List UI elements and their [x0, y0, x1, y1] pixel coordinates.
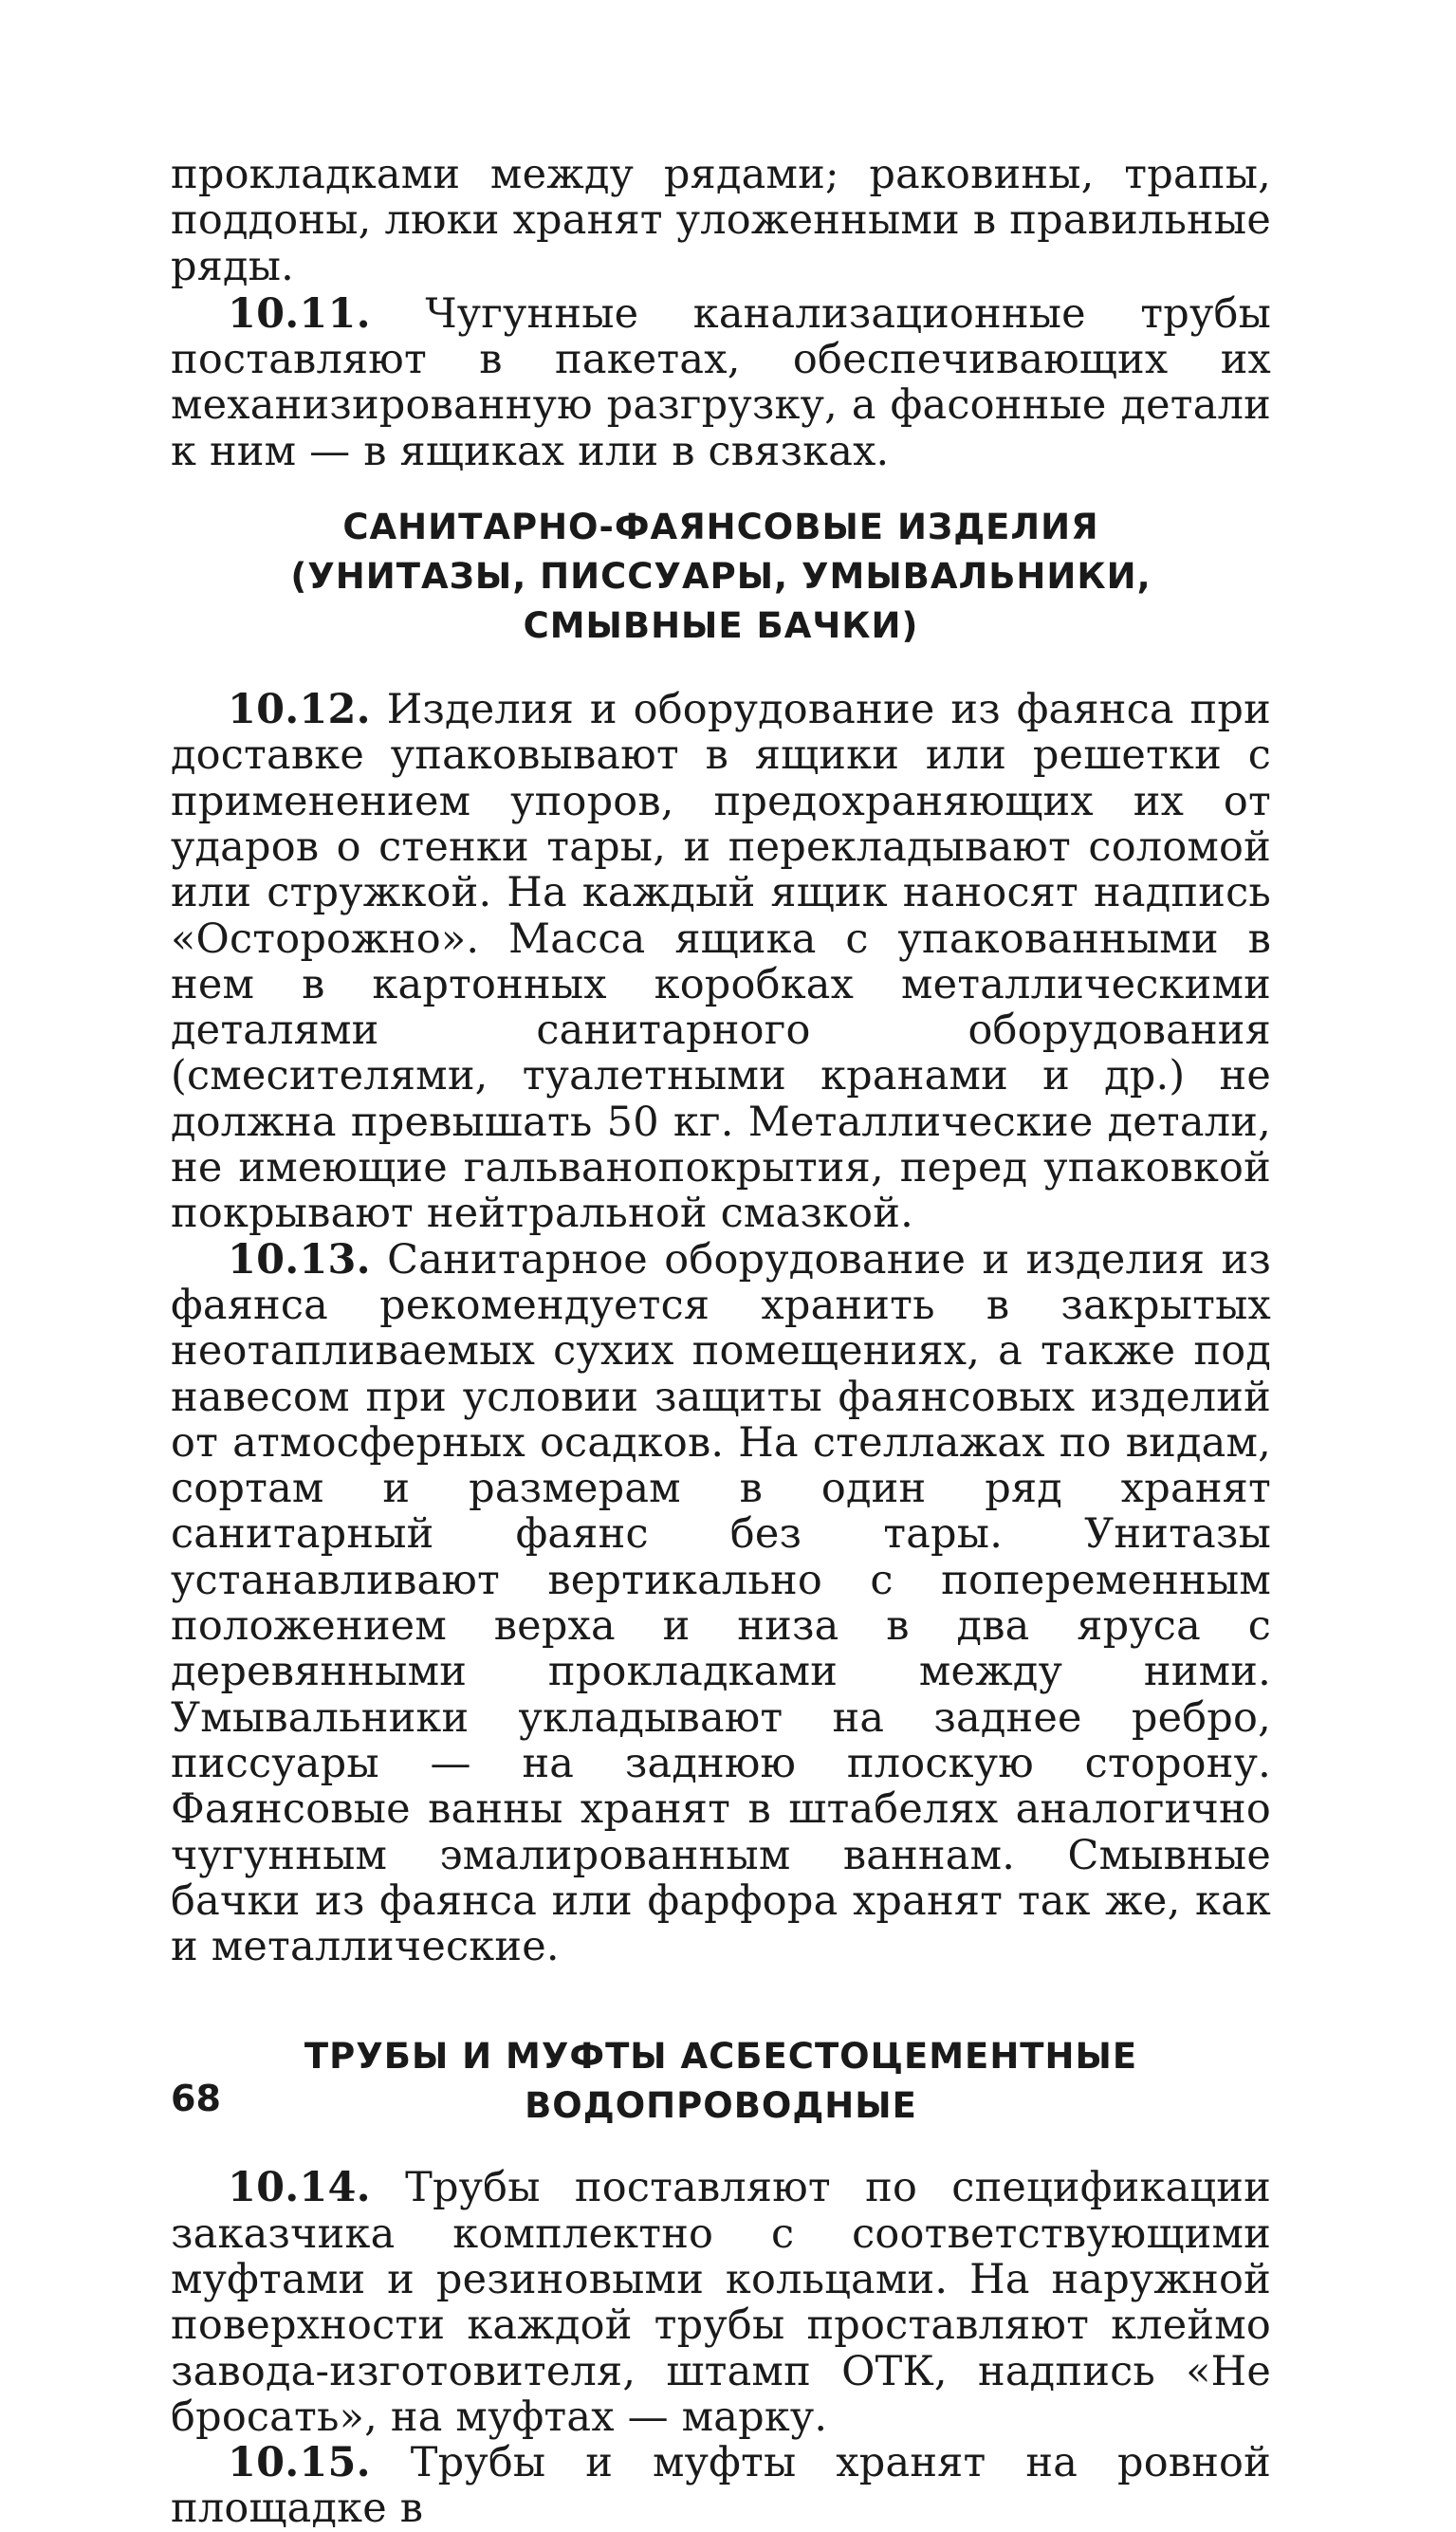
- paragraph-text: Трубы и муфты хранят на ровной площадке в: [171, 2439, 1272, 2532]
- section-heading-asbestos-pipes: [171, 2032, 1271, 2131]
- paragraph-10-14: [171, 2165, 1271, 2440]
- paragraph-text: Чугунные канализационные трубы поставляют в пакетах, обеспечивающих их механизированную разгрузку, а фасонные детали к ним — в ящиках или в связках.: [171, 289, 1272, 475]
- paragraph-number: 10.13.: [228, 1235, 371, 1284]
- page-number: 68: [171, 2078, 221, 2119]
- heading-line: СМЫВНЫЕ БАЧКИ): [523, 605, 919, 647]
- paragraph-10-13: [171, 1237, 1271, 1970]
- heading-line: САНИТАРНО-ФАЯНСОВЫЕ ИЗДЕЛИЯ: [342, 507, 1099, 548]
- paragraph-text: Изделия и оборудование из фаянса при доставке упаковывают в ящики или решетки с применением упоров, предохраняющих их от ударов о стенки тары, и перекладывают соломой или стружкой. На каждый ящик наносят надпись «Осторожно». Масса ящика с упакованными в нем в картонных коробках металлическими деталями санитарного оборудования (смесителями, туалетными кранами и др.) не должна превышать 50 кг. Металлические детали, не имеющие гальванопокрытия, перед упаковкой покрывают нейтральной смазкой.: [171, 686, 1271, 1238]
- page-body: [171, 152, 1271, 2532]
- heading-line: ТРУБЫ И МУФТЫ АСБЕСТОЦЕМЕНТНЫЕ: [304, 2036, 1138, 2078]
- paragraph-10-15: [171, 2440, 1271, 2532]
- paragraph-text: Санитарное оборудование и изделия из фаянса рекомендуется хранить в закрытых неотапливаемых сухих помещениях, а также под навесом при условии защиты фаянсовых изделий от атмосферных осадков. На стеллажах по видам, сортам и размерам в один ряд хранят санитарный фаянс без тары. Унитазы устанавливают вертикально с попеременным положением верха и низа в два яруса с деревянными прокладками между ними. Умывальники укладывают на заднее ребро, писсуары — на заднюю плоскую сторону. Фаянсовые ванны хранят в штабелях аналогично чугунным эмалированным ваннам. Смывные бачки из фаянса или фарфора хранят так же, как и металлические.: [171, 1235, 1271, 1971]
- paragraph-10-12: [171, 687, 1271, 1237]
- paragraph-number: 10.15.: [228, 2439, 371, 2487]
- paragraph-number: 10.14.: [228, 2164, 371, 2212]
- section-heading-sanitary-ware: [171, 503, 1271, 651]
- paragraph-number: 10.12.: [228, 686, 371, 734]
- paragraph-10-11: [171, 291, 1271, 474]
- heading-line: (УНИТАЗЫ, ПИССУАРЫ, УМЫВАЛЬНИКИ,: [290, 556, 1152, 598]
- paragraph-continuation: прокладками между рядами; раковины, трапы, поддоны, люки хранят уложенными в правильные ряды.: [171, 151, 1271, 290]
- paragraph-number: 10.11.: [228, 289, 371, 338]
- paragraph-text: Трубы поставляют по спецификации заказчика комплектно с соответствующими муфтами и резиновыми кольцами. На наружной поверхности каждой трубы проставляют клеймо завода-изготовителя, штамп ОТК, надпись «Не бросать», на муфтах — марку.: [171, 2164, 1271, 2441]
- heading-line: ВОДОПРОВОДНЫЕ: [525, 2085, 917, 2127]
